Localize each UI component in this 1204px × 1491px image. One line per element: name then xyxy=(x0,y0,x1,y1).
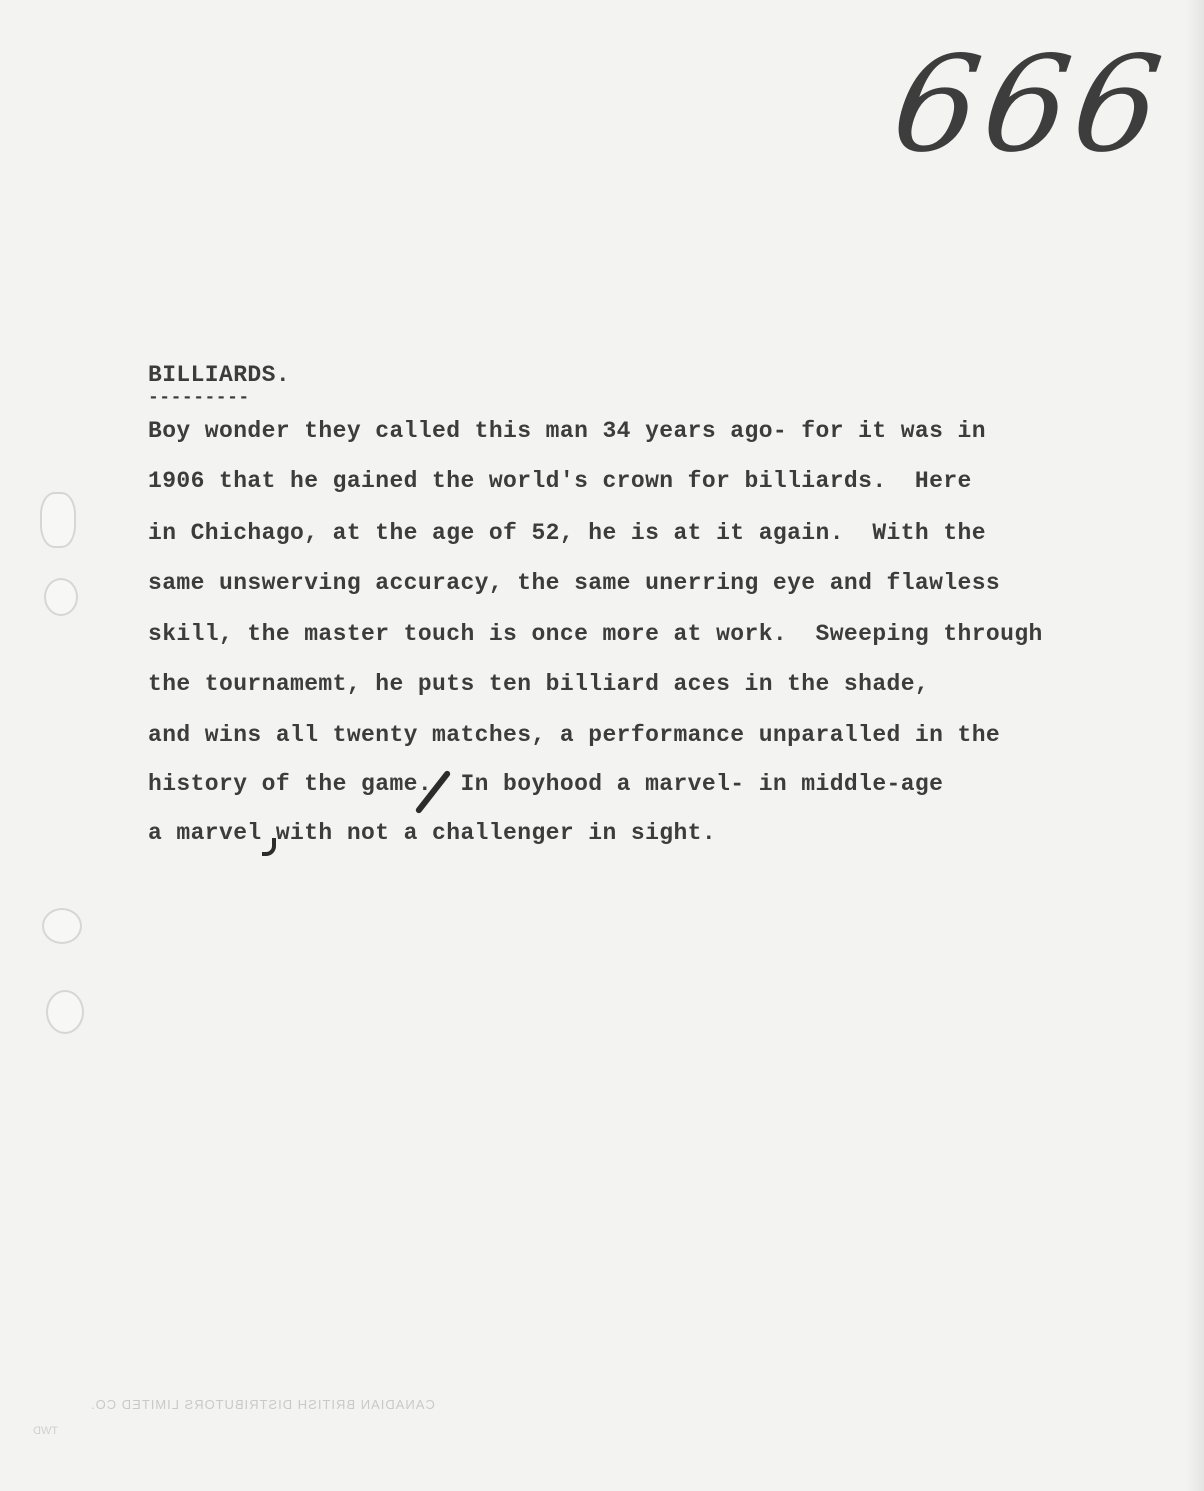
faint-footer-stamp: CANADIAN BRITISH DISTRIBUTORS LIMITED CO. xyxy=(90,1397,435,1412)
heading-underline: --------- xyxy=(148,388,250,408)
body-line-8: history of the game. In boyhood a marvel- in middle-age xyxy=(148,771,944,797)
body-line-4: same unswerving accuracy, the same unerring eye and flawless xyxy=(148,570,1001,596)
faint-footer-mark: TWD xyxy=(33,1425,59,1437)
editor-comma-mark xyxy=(262,838,276,856)
document-heading: BILLIARDS. xyxy=(148,362,291,388)
body-line-9: a marvel with not a challenger in sight. xyxy=(148,820,717,846)
body-line-3: in Chichago, at the age of 52, he is at it again. With the xyxy=(148,520,986,546)
body-line-1: Boy wonder they called this man 34 years ago- for it was in xyxy=(148,418,986,444)
body-line-6: the tournamemt, he puts ten billiard aces in the shade, xyxy=(148,671,930,697)
page-edge-shadow xyxy=(1186,0,1204,1491)
body-line-7: and wins all twenty matches, a performance unparalled in the xyxy=(148,722,1001,748)
body-line-5: skill, the master touch is once more at work. Sweeping through xyxy=(148,621,1043,647)
binder-hole-2 xyxy=(44,578,78,616)
handwritten-page-number: 666 xyxy=(884,28,1176,182)
binder-hole-3 xyxy=(42,908,82,944)
binder-hole-4 xyxy=(46,990,84,1034)
body-line-2: 1906 that he gained the world's crown for billiards. Here xyxy=(148,468,972,494)
binder-hole-1 xyxy=(40,492,76,548)
